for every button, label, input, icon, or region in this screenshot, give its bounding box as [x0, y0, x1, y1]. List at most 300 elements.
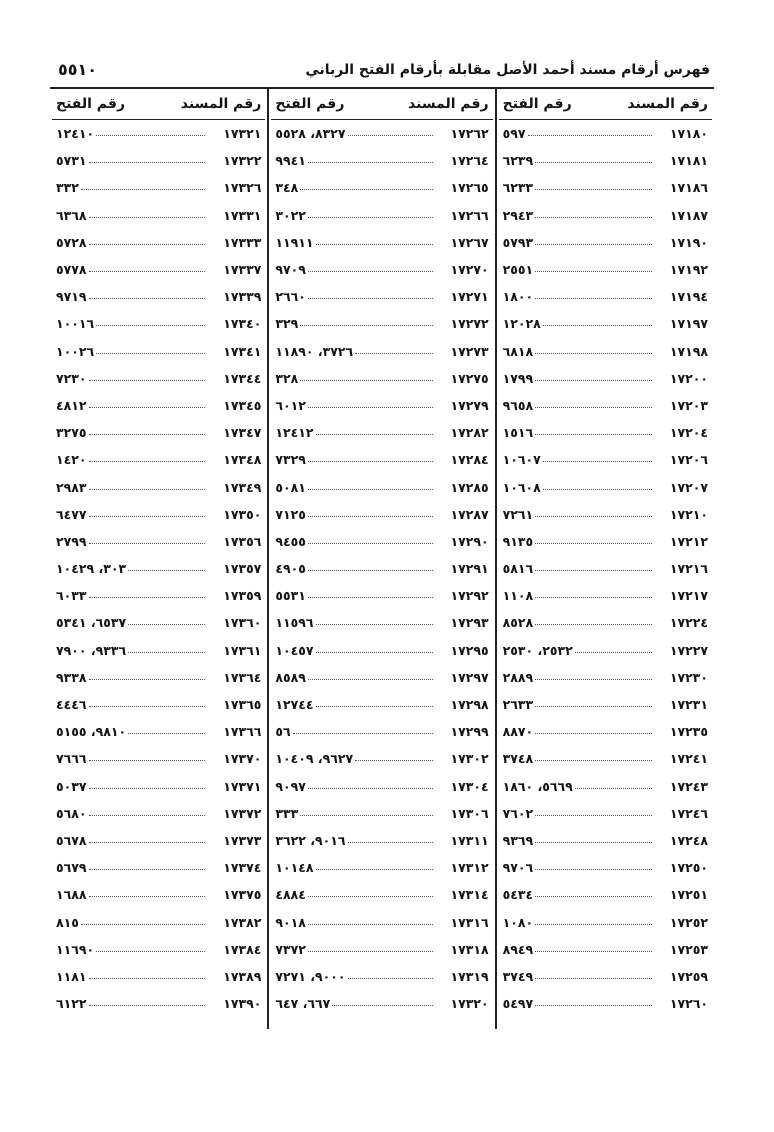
musnad-number: ١٧١٨٠ [669, 126, 708, 142]
index-row [497, 256, 714, 283]
musnad-number: ١٧٣٦٦ [223, 724, 262, 740]
fath-entry [503, 507, 654, 522]
fath-number: ٩٣٣٨ [56, 669, 87, 685]
fath-entry [503, 779, 654, 794]
fath-entry [275, 180, 434, 195]
index-column-left [50, 89, 267, 1029]
leader-dots [355, 344, 432, 354]
index-row [50, 827, 267, 854]
index-row [50, 256, 267, 283]
index-row [269, 120, 494, 147]
musnad-number: ١٧٢٠٣ [669, 397, 708, 413]
fath-number: ١٠٤٥٧ [275, 642, 314, 658]
column-rows [269, 120, 494, 1017]
leader-dots [89, 153, 206, 163]
musnad-number: ١٧٢٨٤ [450, 452, 489, 468]
leader-dots [89, 507, 206, 517]
index-row [497, 446, 714, 473]
leader-dots [535, 996, 652, 1006]
index-row [269, 637, 494, 664]
fath-number: ١٧٩٩ [502, 370, 534, 386]
fath-entry [275, 289, 434, 304]
fath-number: ٦٣٦٨ [56, 207, 87, 223]
fath-number: ٨٥٢٨ [502, 615, 534, 631]
fath-entry [56, 996, 207, 1011]
fath-number: ٣٢٧٥ [56, 425, 87, 441]
musnad-number: ١٧٣٩٠ [223, 996, 262, 1012]
fath-entry [503, 208, 654, 223]
index-row [269, 202, 494, 229]
index-row [50, 310, 267, 337]
musnad-number: ١٧٣٢٦ [223, 180, 262, 196]
fath-number: ٨٣٢٧، ٥٥٢٨ [275, 126, 346, 142]
fath-entry [275, 996, 434, 1011]
leader-dots [308, 208, 433, 218]
index-row [50, 229, 267, 256]
leader-dots [535, 942, 652, 952]
leader-dots [535, 806, 652, 816]
fath-entry [275, 507, 434, 522]
fath-entry [275, 316, 434, 331]
musnad-number: ١٧٢٩١ [450, 561, 489, 577]
fath-entry [56, 425, 207, 440]
fath-entry [503, 398, 654, 413]
leader-dots [528, 126, 652, 136]
musnad-number: ١٧٢٢٤ [669, 615, 708, 631]
leader-dots [348, 969, 433, 979]
index-row [497, 283, 714, 310]
fath-number: ٥٦٨٠ [56, 805, 87, 821]
leader-dots [89, 887, 206, 897]
fath-number: ٣٢٨ [275, 370, 299, 386]
musnad-number: ١٧٢٤٣ [669, 778, 708, 794]
fath-entry [503, 588, 654, 603]
leader-dots [535, 860, 652, 870]
fath-number: ١٠٠١٦ [56, 316, 95, 332]
fath-number: ٢٧٩٩ [56, 533, 87, 549]
fath-number: ٩٠٩٧ [275, 778, 306, 794]
musnad-number: ١٧٢٥٠ [669, 860, 708, 876]
leader-dots [535, 887, 652, 897]
fath-entry [56, 833, 207, 848]
index-row [269, 174, 494, 201]
fath-entry [503, 969, 654, 984]
musnad-number: ١٧٣٨٢ [223, 914, 262, 930]
fath-number: ٥٧٣١ [56, 153, 87, 169]
fath-number: ١٢٠٢٨ [502, 316, 541, 332]
fath-entry [503, 480, 654, 495]
index-row [497, 800, 714, 827]
leader-dots [575, 643, 652, 653]
musnad-number: ١٧١٨٧ [669, 207, 708, 223]
musnad-number: ١٧٣٤٩ [223, 479, 262, 495]
leader-dots [81, 915, 205, 925]
leader-dots [308, 942, 433, 952]
fath-entry [275, 615, 434, 630]
fath-entry [275, 806, 434, 821]
index-row [497, 310, 714, 337]
fath-entry [503, 942, 654, 957]
fath-entry [56, 507, 207, 522]
musnad-number: ١٧٣٤٥ [223, 397, 262, 413]
index-row [497, 637, 714, 664]
fath-entry [275, 833, 434, 848]
fath-number: ٥٦٦٩، ١٨٦٠ [502, 778, 573, 794]
fath-number: ٣٤٨ [275, 180, 299, 196]
musnad-number: ١٧٣١٢ [450, 860, 489, 876]
leader-dots [535, 180, 652, 190]
fath-number: ٦٢٣٣ [502, 180, 534, 196]
leader-dots [89, 480, 206, 490]
fath-entry [503, 643, 654, 658]
musnad-number: ١٧٣٣١ [223, 207, 262, 223]
leader-dots [535, 915, 652, 925]
fath-number: ٤٨٨٤ [275, 887, 306, 903]
index-row [269, 338, 494, 365]
musnad-number: ١٧٢٩٠ [450, 533, 489, 549]
fath-entry [275, 452, 434, 467]
leader-dots [543, 452, 652, 462]
fath-entry [503, 289, 654, 304]
musnad-number: ١٧٣٦٤ [223, 669, 262, 685]
index-row [497, 392, 714, 419]
index-row [50, 908, 267, 935]
musnad-number: ١٧٣٧٠ [223, 751, 262, 767]
leader-dots [308, 534, 433, 544]
fath-entry [503, 996, 654, 1011]
musnad-number: ١٧٢٠٧ [669, 479, 708, 495]
musnad-number: ١٧٢٥٣ [669, 941, 708, 957]
musnad-number: ١٧٣٥٦ [223, 533, 262, 549]
index-row [269, 419, 494, 446]
index-row [497, 773, 714, 800]
musnad-number: ١٧٣٧١ [223, 778, 262, 794]
musnad-number: ١٧٣٢٠ [450, 996, 489, 1012]
musnad-number: ١٧٢٧٢ [450, 316, 489, 332]
fath-number: ٨٥٨٩ [275, 669, 306, 685]
fath-number: ٢٩٨٣ [56, 479, 87, 495]
fath-number: ٥٩٧ [502, 126, 526, 142]
leader-dots [89, 588, 206, 598]
musnad-number: ١٧٣٢٢ [223, 153, 262, 169]
fath-entry [503, 180, 654, 195]
fath-entry [503, 724, 654, 739]
musnad-number: ١٧٢٧٠ [450, 262, 489, 278]
index-row [50, 555, 267, 582]
musnad-header: رقم المسند [180, 96, 262, 112]
index-row [497, 908, 714, 935]
musnad-number: ١٧٣٤٤ [223, 370, 262, 386]
fath-number: ٥٦٧٨ [56, 832, 87, 848]
index-row [497, 365, 714, 392]
index-row [269, 881, 494, 908]
leader-dots [89, 969, 206, 979]
index-row [269, 773, 494, 800]
fath-number: ٦٦٧، ٦٤٧ [275, 996, 331, 1012]
fath-number: ٩٧١٩ [56, 289, 87, 305]
fath-entry [275, 670, 434, 685]
index-column-middle [267, 89, 494, 1029]
musnad-number: ١٧٣٦١ [223, 642, 262, 658]
musnad-number: ١٧١٩٢ [669, 262, 708, 278]
fath-number: ٢٨٨٩ [502, 669, 534, 685]
leader-dots [316, 860, 433, 870]
musnad-number: ١٧٢٤٨ [669, 832, 708, 848]
leader-dots [89, 697, 206, 707]
fath-number: ٩١٣٥ [502, 533, 534, 549]
leader-dots [89, 860, 206, 870]
leader-dots [308, 588, 433, 598]
fath-entry [56, 289, 207, 304]
leader-dots [535, 289, 652, 299]
leader-dots [89, 534, 206, 544]
index-row [269, 745, 494, 772]
index-row [269, 718, 494, 745]
musnad-number: ١٧٢٠٠ [669, 370, 708, 386]
index-row [497, 174, 714, 201]
index-row [269, 664, 494, 691]
index-row [50, 202, 267, 229]
musnad-header: رقم المسند [408, 96, 489, 112]
fath-number: ٣٠٢٢ [275, 207, 306, 223]
musnad-number: ١٧٣٨٤ [223, 941, 262, 957]
musnad-number: ١٧١٩٧ [669, 316, 708, 332]
fath-number: ٤٤٤٦ [56, 697, 87, 713]
fath-entry [56, 887, 207, 902]
fath-entry [56, 942, 207, 957]
musnad-number: ١٧٢١٢ [669, 533, 708, 549]
musnad-number: ١٧٣٤١ [223, 343, 262, 359]
leader-dots [89, 670, 206, 680]
fath-entry [275, 915, 434, 930]
fath-entry [56, 724, 207, 739]
index-row [269, 310, 494, 337]
leader-dots [128, 643, 205, 653]
fath-entry [275, 126, 434, 141]
fath-entry [56, 480, 207, 495]
musnad-number: ١٧٢٢٧ [669, 642, 708, 658]
fath-entry [275, 262, 434, 277]
fath-entry [275, 208, 434, 223]
leader-dots [308, 670, 433, 680]
index-row [269, 473, 494, 500]
index-row [50, 718, 267, 745]
fath-entry [56, 697, 207, 712]
musnad-number: ١٧٢٧١ [450, 289, 489, 305]
musnad-number: ١٧٢٦٧ [450, 234, 489, 250]
leader-dots [316, 615, 433, 625]
fath-number: ٥٤٩٧ [502, 996, 534, 1012]
leader-dots [535, 724, 652, 734]
leader-dots [96, 942, 205, 952]
fath-entry [503, 697, 654, 712]
musnad-number: ١٧٣١٨ [450, 941, 489, 957]
fath-number: ٩٧٠٦ [502, 860, 534, 876]
fath-entry [56, 670, 207, 685]
musnad-number: ١٧٢٤٦ [669, 805, 708, 821]
fath-entry [56, 235, 207, 250]
leader-dots [535, 670, 652, 680]
leader-dots [308, 289, 433, 299]
musnad-number: ١٧٢٦٥ [450, 180, 489, 196]
fath-number: ٩٩٤١ [275, 153, 306, 169]
index-row [269, 963, 494, 990]
leader-dots [535, 833, 652, 843]
leader-dots [535, 534, 652, 544]
musnad-number: ١٧٣٧٥ [223, 887, 262, 903]
index-row [50, 501, 267, 528]
fath-entry [56, 860, 207, 875]
fath-entry [275, 344, 434, 359]
fath-entry [275, 697, 434, 712]
musnad-number: ١٧٣٣٣ [223, 234, 262, 250]
fath-number: ٦٥٣٧، ٥٣٤١ [56, 615, 127, 631]
fath-number: ١١٩١١ [275, 234, 314, 250]
index-row [269, 854, 494, 881]
fath-number: ٨١٥ [56, 914, 79, 930]
leader-dots [535, 235, 652, 245]
musnad-number: ١٧٢٦٢ [450, 126, 489, 142]
leader-dots [308, 153, 433, 163]
fath-number: ٥٥٣١ [275, 588, 306, 604]
musnad-number: ١٧٣٠٦ [450, 805, 489, 821]
fath-number: ٣٧٤٩ [502, 968, 534, 984]
fath-number: ٩٦٢٧، ١٠٤٠٩ [275, 751, 354, 767]
fath-number: ٥٦٧٩ [56, 860, 87, 876]
fath-number: ١٠٠٢٦ [56, 343, 95, 359]
index-row [497, 664, 714, 691]
fath-entry [503, 153, 654, 168]
musnad-number: ١٧٢٩٧ [450, 669, 489, 685]
fath-number: ٥٤٣٤ [502, 887, 534, 903]
index-row [269, 446, 494, 473]
fath-entry [503, 751, 654, 766]
leader-dots [535, 262, 652, 272]
musnad-number: ١٧٣٤٠ [223, 316, 262, 332]
musnad-number: ١٧٢٩٣ [450, 615, 489, 631]
musnad-number: ١٧٢٩٨ [450, 697, 489, 713]
index-row [497, 501, 714, 528]
index-column-right [495, 89, 714, 1029]
fath-number: ١٥١٦ [502, 425, 534, 441]
index-row [497, 854, 714, 881]
fath-entry [56, 452, 207, 467]
fath-number: ٧٣٢٩ [275, 452, 306, 468]
musnad-number: ١٧١٩٤ [669, 289, 708, 305]
fath-number: ١١٨١ [56, 968, 87, 984]
leader-dots [89, 806, 206, 816]
musnad-number: ١٧٢٩٥ [450, 642, 489, 658]
musnad-number: ١٧٢٣٠ [669, 669, 708, 685]
musnad-number: ١٧٣٤٧ [223, 425, 262, 441]
fath-entry [56, 371, 207, 386]
leader-dots [300, 316, 432, 326]
fath-header: رقم الفتح [502, 96, 572, 112]
fath-entry [503, 806, 654, 821]
fath-number: ٩٦٥٨ [502, 397, 534, 413]
index-row [50, 936, 267, 963]
musnad-number: ١٧٣١٤ [450, 887, 489, 903]
fath-entry [503, 316, 654, 331]
musnad-number: ١٧٢٧٩ [450, 397, 489, 413]
fath-number: ٧٢٣٠ [56, 370, 87, 386]
index-row [497, 582, 714, 609]
musnad-number: ١٧٣٧٢ [223, 805, 262, 821]
fath-number: ٢٥٥١ [502, 262, 534, 278]
fath-number: ١١٥٩٦ [275, 615, 314, 631]
fath-entry [56, 316, 207, 331]
musnad-number: ١٧٣١٩ [450, 968, 489, 984]
index-row [497, 338, 714, 365]
musnad-number: ١٧٢٥٢ [669, 914, 708, 930]
musnad-number: ١٧٢٨٥ [450, 479, 489, 495]
fath-number: ١٠١٤٨ [275, 860, 314, 876]
leader-dots [308, 779, 433, 789]
fath-entry [56, 153, 207, 168]
leader-dots [96, 126, 205, 136]
musnad-number: ١٧٣٨٩ [223, 968, 262, 984]
index-row [50, 365, 267, 392]
index-row [50, 120, 267, 147]
leader-dots [89, 208, 206, 218]
fath-number: ٦٢٣٩ [502, 153, 534, 169]
fath-number: ١٢٤١٢ [275, 425, 314, 441]
musnad-number: ١٧٣٠٤ [450, 778, 489, 794]
musnad-number: ١٧١٨٦ [669, 180, 708, 196]
leader-dots [89, 262, 206, 272]
fath-entry [275, 425, 434, 440]
index-row [50, 773, 267, 800]
fath-number: ٤٨١٢ [56, 397, 87, 413]
leader-dots [348, 833, 433, 843]
fath-entry [275, 235, 434, 250]
fath-number: ١٠٨٠ [502, 914, 534, 930]
index-row [497, 120, 714, 147]
leader-dots [543, 316, 652, 326]
leader-dots [89, 833, 206, 843]
index-row [269, 501, 494, 528]
index-row [269, 800, 494, 827]
index-row [497, 473, 714, 500]
index-row [269, 990, 494, 1017]
index-row [497, 528, 714, 555]
index-row [269, 827, 494, 854]
index-table [50, 89, 714, 1029]
musnad-number: ١٧٢١٦ [669, 561, 708, 577]
leader-dots [308, 507, 433, 517]
fath-number: ٩٣٦٩ [502, 832, 534, 848]
fath-entry [503, 887, 654, 902]
leader-dots [89, 751, 206, 761]
leader-dots [308, 262, 433, 272]
column-headers [269, 89, 494, 119]
leader-dots [535, 371, 652, 381]
fath-entry [275, 371, 434, 386]
fath-number: ١١٦٩٠ [56, 941, 95, 957]
index-row [497, 745, 714, 772]
leader-dots [575, 779, 652, 789]
fath-entry [56, 180, 207, 195]
fath-entry [503, 670, 654, 685]
musnad-number: ١٧٣١٦ [450, 914, 489, 930]
fath-number: ٩٣٣٦، ٧٩٠٠ [56, 642, 127, 658]
musnad-number: ١٧٣٧٤ [223, 860, 262, 876]
musnad-number: ١٧٢٦٤ [450, 153, 489, 169]
index-row [269, 691, 494, 718]
fath-entry [275, 480, 434, 495]
fath-number: ٣٣٢ [56, 180, 79, 196]
leader-dots [128, 561, 205, 571]
